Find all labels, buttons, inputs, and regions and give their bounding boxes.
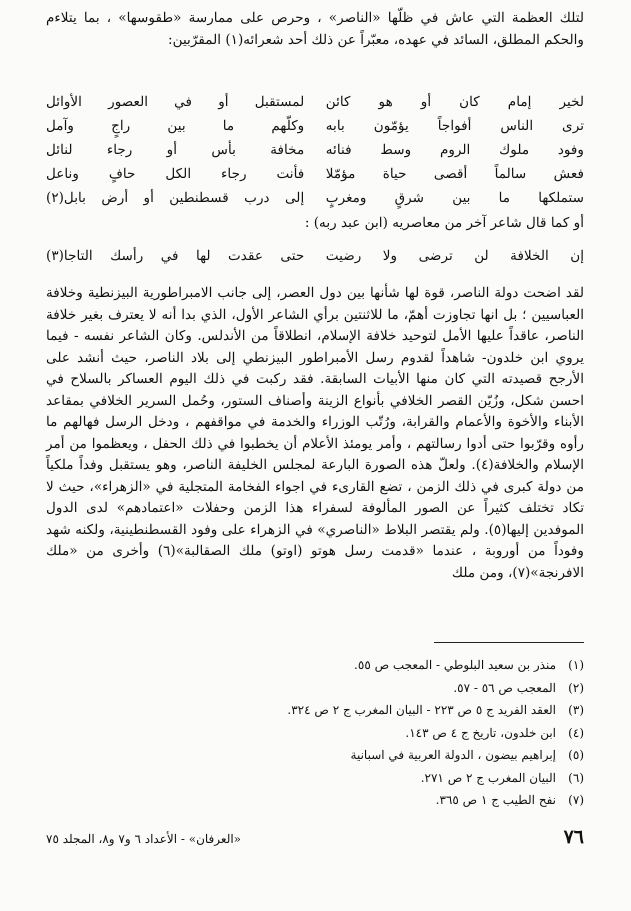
footnote-text: البيان المغرب ج ٢ ص ٢٧١.	[420, 770, 556, 785]
footnote-number: (٥)	[568, 748, 584, 762]
footnote-item	[46, 699, 584, 722]
footnote-item	[46, 677, 584, 700]
footnote-item	[46, 789, 584, 812]
second-poem-verse	[46, 244, 584, 268]
footnote-number: (٦)	[568, 770, 584, 785]
page-number: ٧٦	[563, 826, 584, 848]
footnote-number: (٧)	[568, 793, 584, 807]
page-footer	[46, 826, 584, 848]
verse-second-hemistich: وكلّهم ما بين راجٍ وآمل	[46, 118, 305, 134]
footnotes-list	[46, 654, 584, 812]
poem-verse	[46, 90, 584, 114]
footnote-item	[46, 744, 584, 767]
paragraph-intro: لتلك العظمة التي عاش في ظلّها «الناصر» ، وحرص على ممارسة «طقوسها» ، بما يتلاءم والحكم المطلق، السائد في عهده، معبّراً عن ذلك أحد شعرائه(١) المقرّبين:	[46, 10, 584, 48]
poem-verse	[46, 186, 584, 210]
poem-verse	[46, 114, 584, 138]
footnote-text: نفح الطيب ج ١ ص ٣٦٥.	[435, 793, 556, 807]
footnote-text: ابن خلدون، تاريخ ج ٤ ص ١٤٣.	[405, 725, 556, 740]
verse-second-hemistich: مخافة بأس أو رجاء لنائل	[46, 142, 305, 158]
journal-reference: «العرفان» - الأعداد ٦ و٧ و٨، المجلد ٧٥	[46, 832, 242, 846]
verse-second-hemistich: لمستقبل أو في العصور الأوائل	[46, 94, 305, 110]
footnote-text: المعجب ص ٥٦ - ٥٧.	[453, 680, 556, 695]
footnote-item	[46, 722, 584, 745]
verse-first-hemistich: ترى الناس أفواجاً يؤمّون بابه	[325, 118, 584, 134]
verse-first-hemistich: إن الخلافة لن ترضى ولا رضيت	[325, 248, 584, 264]
verse-first-hemistich: ستملكها ما بين شرقٍ ومغربٍ	[325, 190, 584, 206]
verse-first-hemistich: وفود ملوك الروم وسط فنائه	[325, 142, 584, 158]
verse-first-hemistich: لخير إمام كان أو هو كائن	[325, 94, 584, 110]
verse-first-hemistich: فعش سالماً أقصى حياة مؤمّلا	[325, 166, 584, 182]
footnote-item	[46, 767, 584, 790]
poem-verse	[46, 138, 584, 162]
poem-verse	[46, 162, 584, 186]
document-page	[46, 8, 584, 903]
poem-block	[46, 90, 584, 210]
footnote-text: العقد الفريد ج ٥ ص ٢٢٣ - البيان المغرب ج ٢ ص ٣٢٤.	[287, 703, 556, 717]
verse-second-hemistich: فأنت رجاء الكل حافٍ وناعل	[46, 166, 305, 182]
footnote-text: إبراهيم بيضون ، الدولة العربية في اسبانية	[350, 748, 556, 762]
footnote-number: (٢)	[568, 680, 584, 695]
paragraph-main: لقد اضحت دولة الناصر، قوة لها شأنها بين دول العصر، إلى جانب الامبراطورية البيزنطية وخلافة العباسيين ؛ بل انها تجاوزت أهمّ، ما للاثنتين برأي الشاعر الأول، الذي بدا أنه لا يعترف بغير خلافة الناصر، عاقداً عليها الأمل لتوحيد خلافة الإسلام، انطلاقاً من الأندلس. وكان الشاعر نفسه - فيما يروي ابن خلدون- شاهداً لقدوم رسل الأمبراطور البيزنطي إلى بلاد الناصر، حيث أنشد على الأرجح قصيدته التي كان منها الأبيات السابقة. فقد ركبت في ذلك اليوم العساكر بالسلاح في احسن شكل، وزُيّن القصر الخلافي بأنواع الزينة وأصناف الستور، وحُمل السرير الخلافي بمقاعد الأبناء والأخوة والأعمام والقرابة، ورُتّب الوزراء والخدمة في مواقفهم ، ودخل الرسل فهالهم ما رأوه وقرّبوا حتى أدوا رسالتهم ، وأمر يومئذ الأعلام أن يخطبوا في ذلك الحفل ، ويعظموا من أمر الإسلام والخلافة(٤). ولعلّ هذه الصورة البارعة لمجلس الخليفة الناصر، وهو يستقبل وفداً ملكياً من دولة كبرى في ذلك الزمن ، تضع القارىء في اجواء الفخامة المتجلية في «الزهراء»، حيث لا تكاد تختلف كثيراً عن الصور المألوفة لسفراء هذا الزمن وحفلات «اعتمادهم» لدى الدول الموفدين إليها(٥). ولم يقتصر البلاط «الناصري» في الزهراء على وفود القسطنطينية، ولكنه شهد وفوداً من أوروبة ، عندما «قدمت رسل هوتو (اوتو) ملك الصقالبة»(٦) وأخرى من «ملك الافرنجة»(٧)، ومن ملك	[46, 285, 585, 581]
verse-second-hemistich: حتى عقدت لها في رأسك التاجا(٣)	[46, 248, 305, 264]
footnote-text: منذر بن سعيد البلوطي - المعجب ص ٥٥.	[354, 658, 556, 672]
second-poem-intro: أو كما قال شاعر آخر من معاصريه (ابن عبد ربه) :	[304, 215, 584, 231]
verse-second-hemistich: إلى درب قسطنطين أو أرض بابل(٢)	[46, 190, 305, 206]
footnote-number: (٤)	[568, 725, 584, 740]
footnote-number: (١)	[568, 658, 584, 672]
footnote-divider	[434, 642, 584, 643]
footnote-number: (٣)	[568, 703, 584, 717]
footnote-item	[46, 654, 584, 677]
